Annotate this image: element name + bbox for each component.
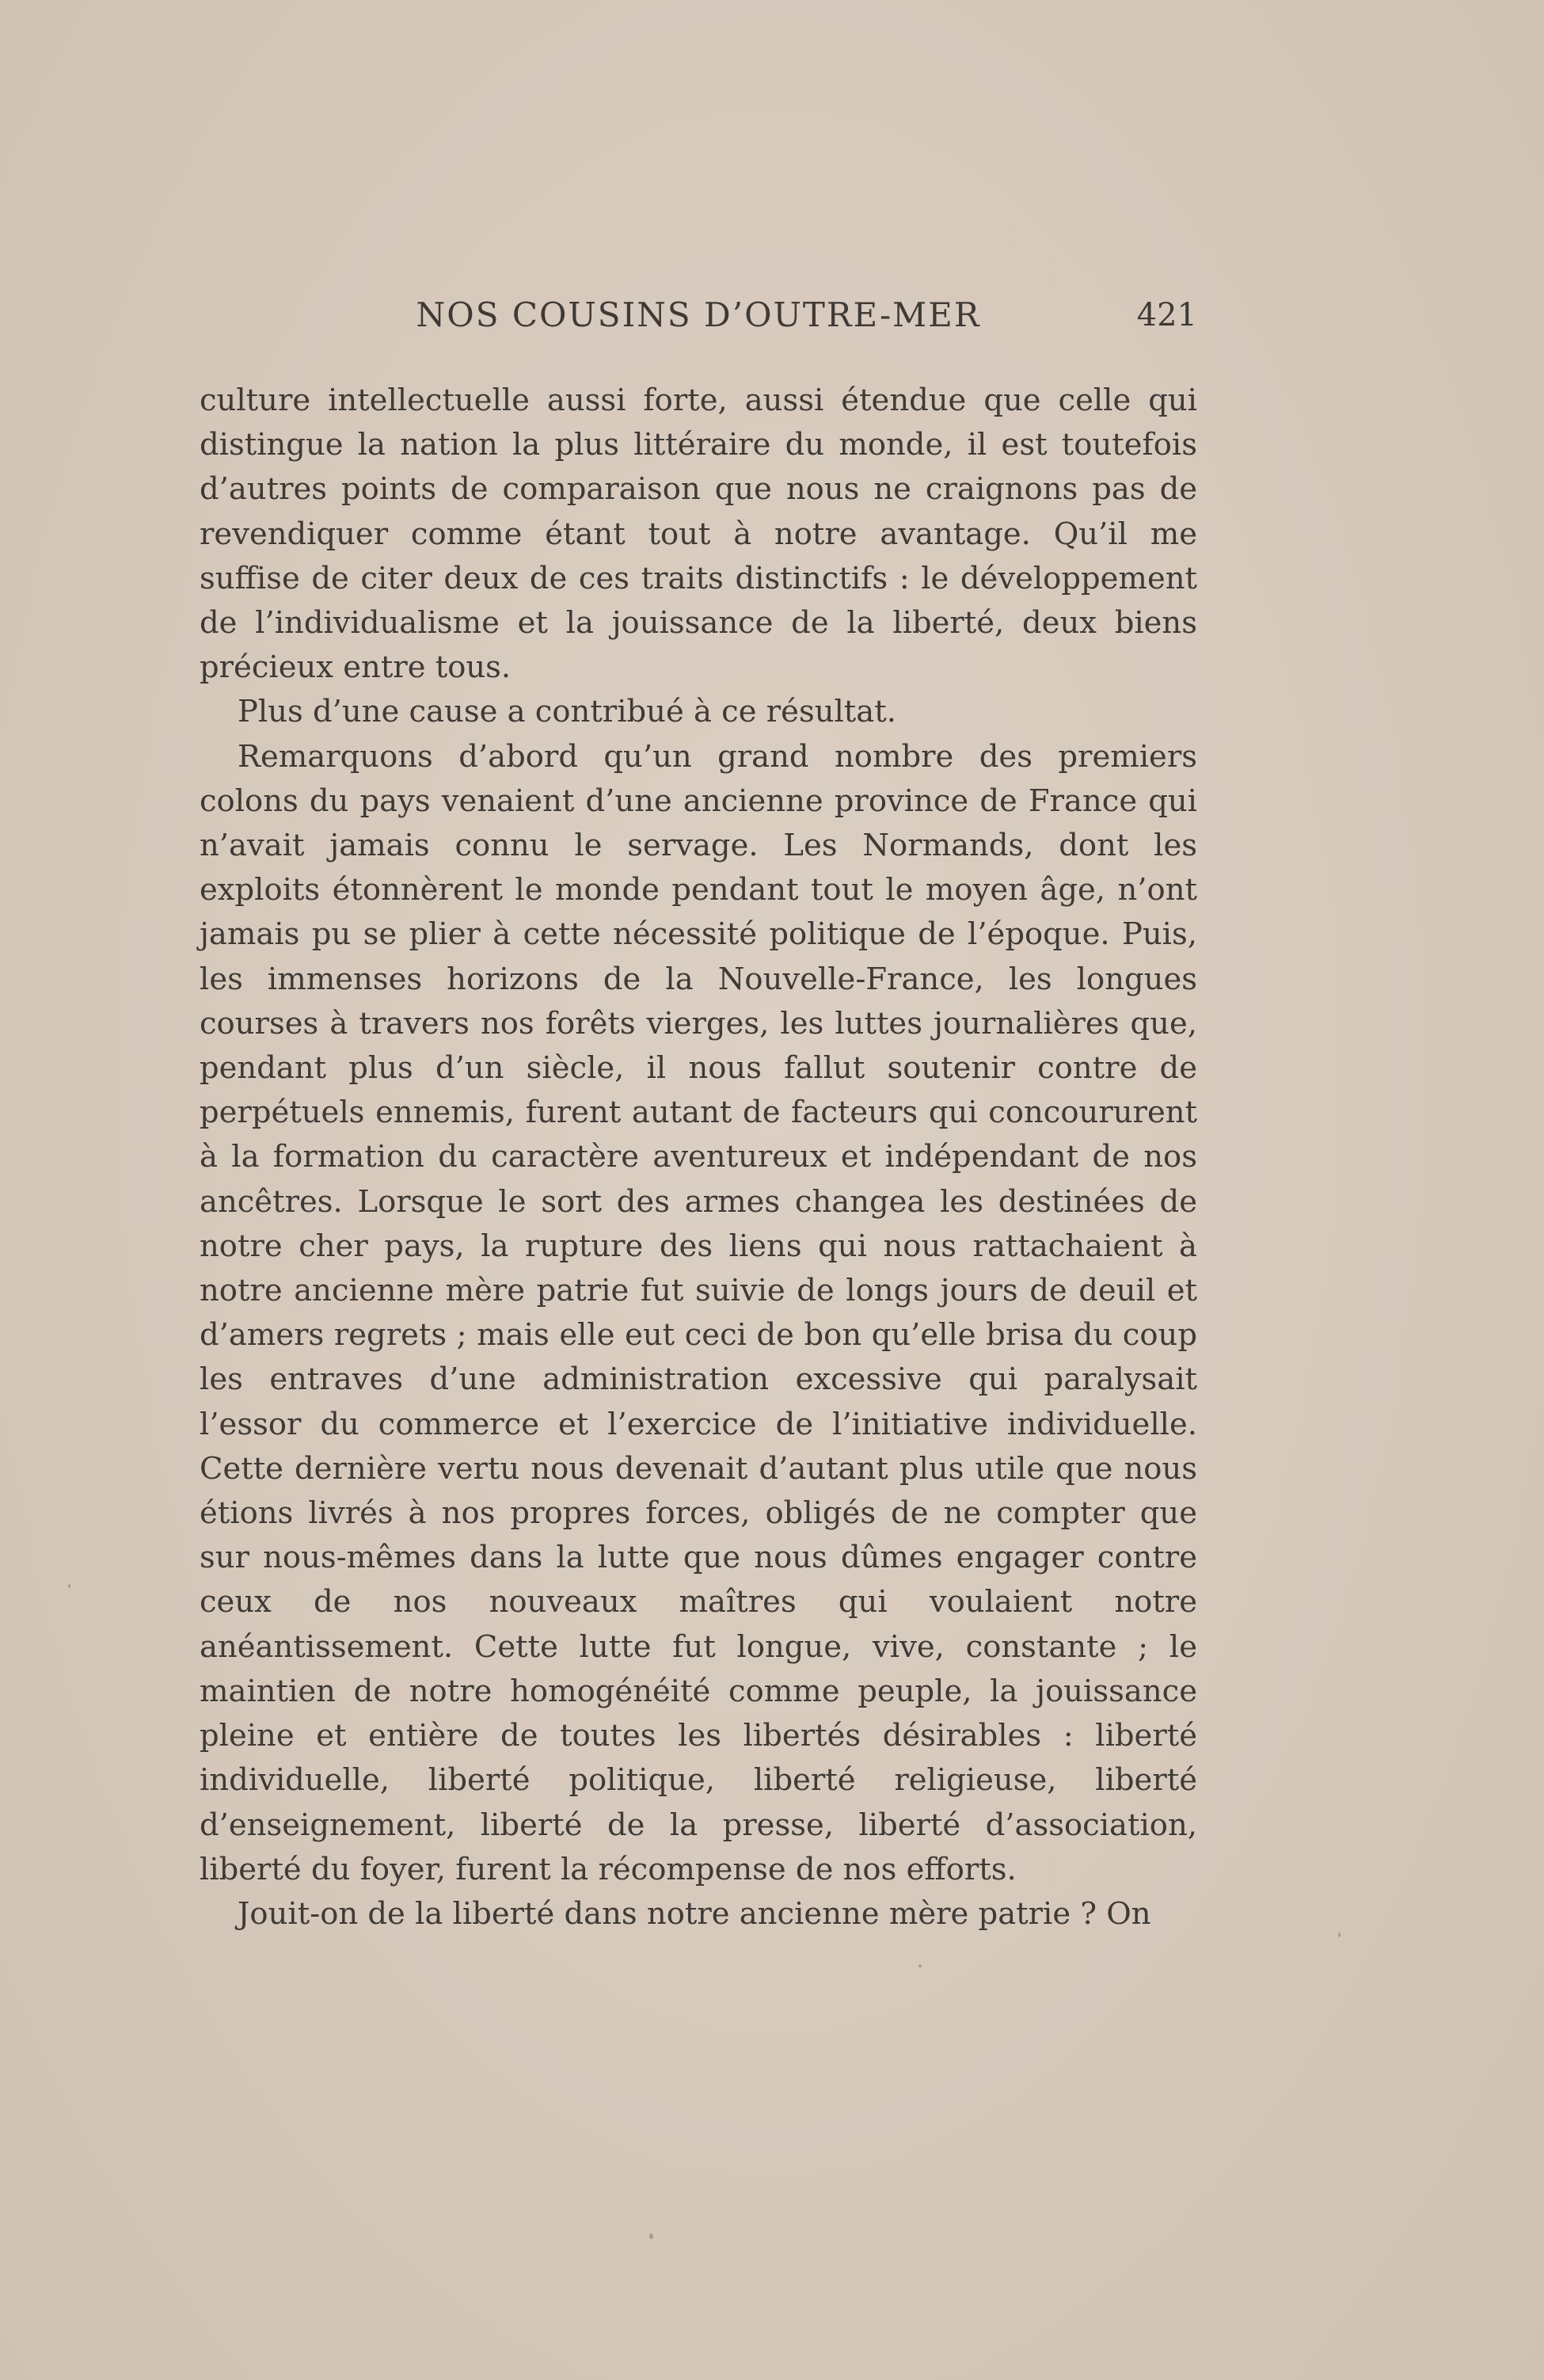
paper-speck bbox=[68, 1584, 70, 1588]
paper-speck bbox=[1338, 1933, 1341, 1937]
running-title: NOS COUSINS D’OUTRE-MER bbox=[416, 295, 981, 334]
paragraph: Jouit-on de la liberté dans notre ancienne mère patrie ? On bbox=[238, 1895, 1151, 1932]
paper-speck bbox=[918, 1964, 922, 1967]
page-number: 421 bbox=[1136, 297, 1197, 333]
paper-speck bbox=[649, 2233, 653, 2239]
paragraph: Plus d’une cause a contribué à ce résultat. bbox=[238, 694, 896, 730]
page-header bbox=[200, 291, 1197, 339]
paragraph-continuation: culture intellectuelle aussi forte, aussi étendue que celle qui distingue la nation la plus littéraire du monde, il est toutefois d’autres points de comparaison que nous ne craignons pas de revendiquer comme étant tout à notre avantage. Qu’il me suffise de citer deux de ces traits distinctifs : le développement de l’individualisme et la jouissance de la liberté, deux biens précieux entre tous. bbox=[200, 383, 1197, 686]
paragraph: Remarquons d’abord qu’un grand nombre des premiers colons du pays venaient d’une ancienne province de France qui n’avait jamais connu le servage. Les Normands, dont les exploits étonnèrent le monde pendant tout le moyen âge, n’ont jamais pu se plier à cette nécessité politique de l’époque. Puis, les immenses horizons de la Nouvelle-France, les longues courses à travers nos forêts vierges, les luttes journalières que, pendant plus d’un siècle, il nous fallut soutenir contre de perpétuels ennemis, furent autant de facteurs qui concoururent à la formation du caractère aventureux et indépendant de nos ancêtres. Lorsque le sort des armes changea les destinées de notre cher pays, la rupture des liens qui nous rattachaient à notre ancienne mère patrie fut suivie de longs jours de deuil et d’amers regrets ; mais elle eut ceci de bon qu’elle brisa du coup les entraves d’une administration excessive qui paralysait l’essor du commerce et l’exercice de l’initiative individuelle. Cette dernière vertu nous devenait d’autant plus utile que nous étions livrés à nos propres forces, obligés de ne compter que sur nous-mêmes dans la lutte que nous dûmes engager contre ceux de nos nouveaux maîtres qui voulaient notre anéantissement. Cette lutte fut longue, vive, constante ; le maintien de notre homogénéité comme peuple, la jouissance pleine et entière de toutes les libertés désirables : liberté individuelle, liberté politique, liberté religieuse, liberté d’enseignement, liberté de la presse, liberté d’association, liberté du foyer, furent la récompense de nos efforts. bbox=[200, 738, 1197, 1887]
body-text bbox=[200, 379, 1197, 1936]
